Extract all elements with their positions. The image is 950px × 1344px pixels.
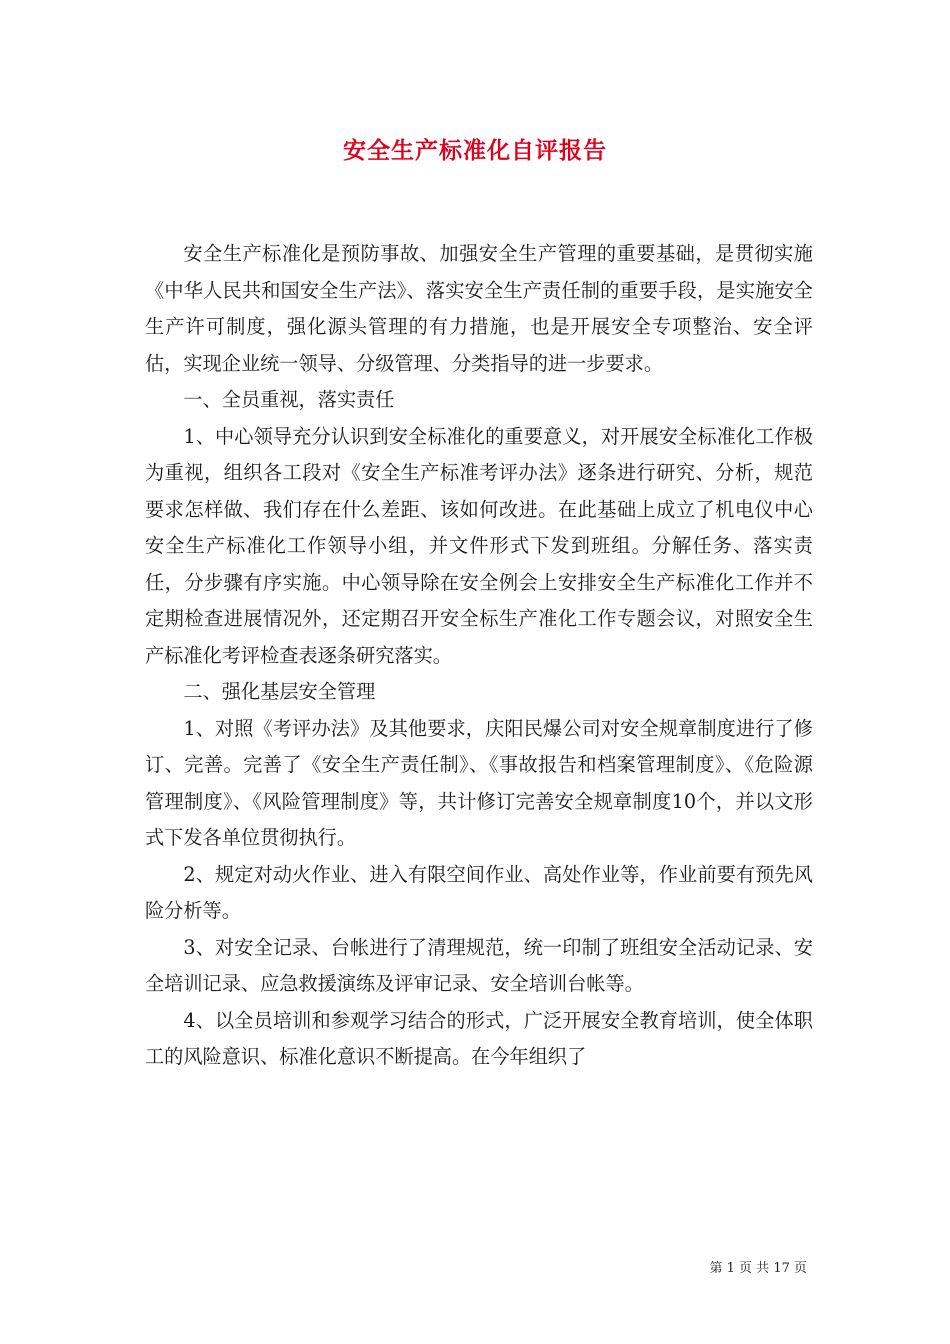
document-body [145, 236, 813, 1076]
section-heading-2: 二、强化基层安全管理 [183, 680, 376, 703]
section-heading-1: 一、全员重视，落实责任 [183, 388, 395, 411]
page-number-footer: 第 1 页 共 17 页 [709, 1261, 807, 1276]
paragraph: 1、中心领导充分认识到安全标准化的重要意义，对开展安全标准化工作极为重视，组织各工段对《安全生产标准考评办法》逐条进行研究、分析，规范要求怎样做、我们存在什么差距、该如何改进。在此基础上成立了机电仪中心安全生产标准化工作领导小组，并文件形式下发到班组。分解任务、落实责任，分步骤有序实施。中心领导除在安全例会上安排安全生产标准化工作并不定期检查进展情况外，还定期召开安全标生产准化工作专题会议，对照安全生产标准化考评检查表逐条研究落实。 [145, 424, 813, 667]
paragraph: 1、对照《考评办法》及其他要求，庆阳民爆公司对安全规章制度进行了修订、完善。完善了《安全生产责任制》、《事故报告和档案管理制度》、《危险源管理制度》、《风险管理制度》等，共计修订完善安全规章制度10个，并以文形式下发各单位贯彻执行。 [145, 716, 813, 849]
paragraph: 3、对安全记录、台帐进行了清理规范，统一印制了班组安全活动记录、安全培训记录、应急救援演练及评审记录、安全培训台帐等。 [145, 935, 813, 995]
intro-paragraph: 安全生产标准化是预防事故、加强安全生产管理的重要基础，是贯彻实施《中华人民共和国安全生产法》、落实安全生产责任制的重要手段，是实施安全生产许可制度，强化源头管理的有力措施，也是开展安全专项整治、安全评估，实现企业统一领导、分级管理、分类指导的进一步要求。 [145, 242, 813, 375]
paragraph: 4、以全员培训和参观学习结合的形式，广泛开展安全教育培训，使全体职工的风险意识、标准化意识不断提高。在今年组织了 [145, 1008, 813, 1068]
paragraph: 2、规定对动火作业、进入有限空间作业、高处作业等，作业前要有预先风险分析等。 [145, 862, 813, 922]
page-title: 安全生产标准化自评报告 [343, 137, 607, 164]
